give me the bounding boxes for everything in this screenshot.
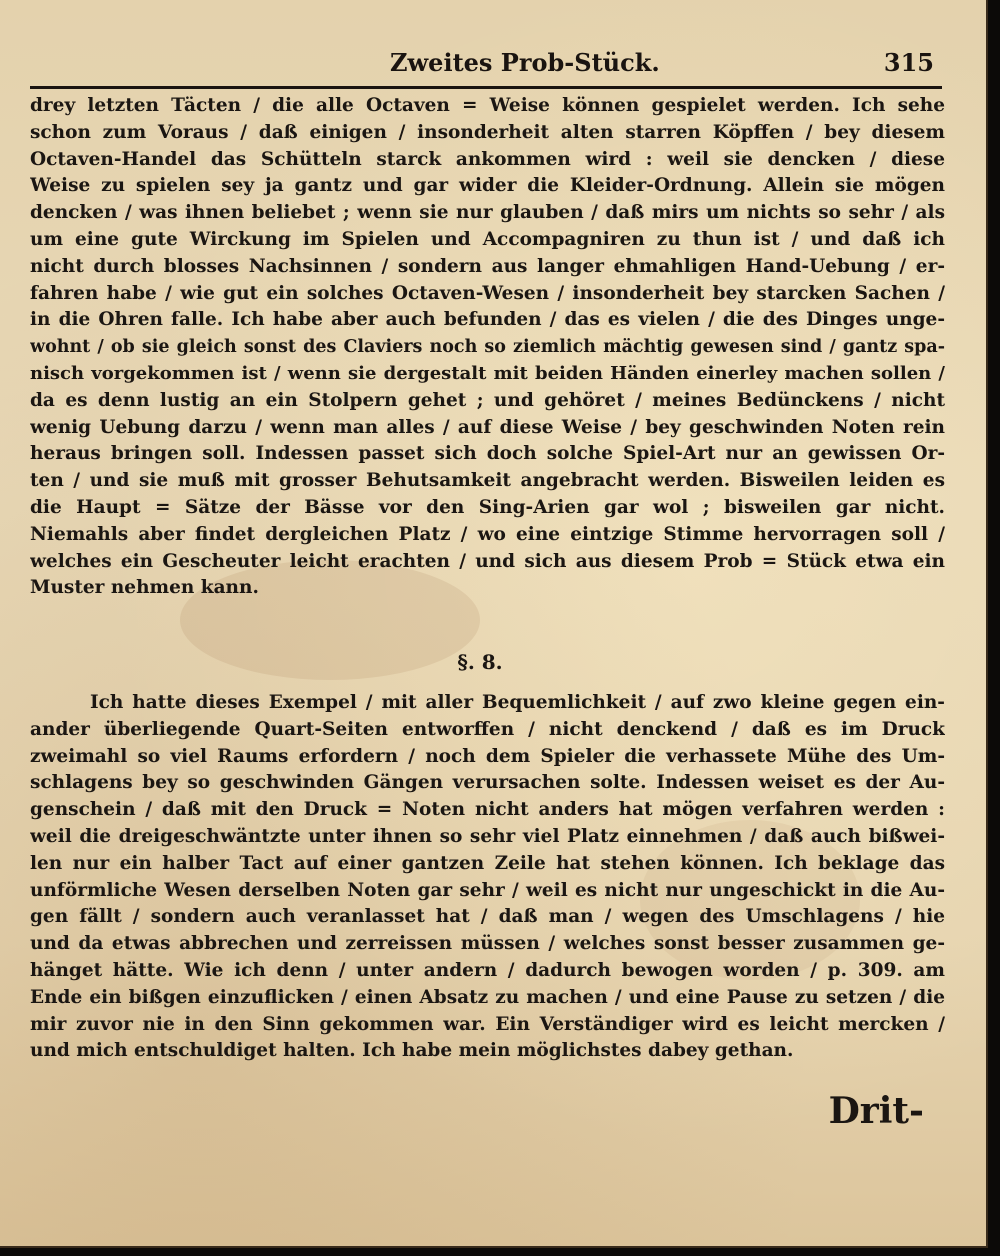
text-line: wohnt / ob sie gleich sonst des Claviers noch so ziemlich mächtig gewesen sind / gantz spa- <box>30 337 945 358</box>
text-line: gen fällt / sondern auch veranlasset hat / daß man / wegen des Umschlagens / hie <box>30 906 945 928</box>
text-line: Weise zu spielen sey ja gantz und gar wider die Kleider-Ordnung. Allein sie mögen <box>30 175 945 197</box>
section-marker: §. 8. <box>457 650 503 674</box>
text-line: Muster nehmen kann. <box>30 577 259 599</box>
text-line: genschein / daß mit den Druck = Noten nicht anders hat mögen verfahren werden : <box>30 799 945 821</box>
text-line: die Haupt = Sätze der Bässe vor den Sing-Arien gar wol ; bisweilen gar nicht. <box>30 496 945 518</box>
text-line: schon zum Voraus / daß einigen / insonderheit alten starren Köpffen / bey diesem <box>30 121 945 143</box>
text-line: hänget hätte. Wie ich denn / unter andern / dadurch bewogen worden / p. 309. am <box>30 959 945 981</box>
text-line: mir zuvor nie in den Sinn gekommen war. Ein Verständiger wird es leicht mercken / <box>30 1013 945 1035</box>
text-line: Octaven-Handel das Schütteln starck ankommen wird : weil sie dencken / diese <box>30 148 945 170</box>
text-line: schlagens bey so geschwinden Gängen verursachen solte. Indessen weiset es der Au- <box>30 772 945 794</box>
running-title: Zweites Prob-Stück. <box>390 48 660 77</box>
text-line: Ich hatte dieses Exempel / mit aller Bequemlichkeit / auf zwo kleine gegen ein- <box>90 692 945 713</box>
text-line: wenig Uebung darzu / wenn man alles / auf diese Weise / bey geschwinden Noten rein <box>30 416 945 438</box>
text-line: um eine gute Wirckung im Spielen und Accompagniren zu thun ist / und daß ich <box>30 228 945 250</box>
page-header <box>40 46 940 80</box>
text-line: und da etwas abbrechen und zerreissen müssen / welches sonst besser zusammen ge- <box>30 933 945 955</box>
text-line: dencken / was ihnen beliebet ; wenn sie nur glauben / daß mirs um nichts so sehr / als <box>30 202 945 224</box>
catchword: Drit- <box>828 1090 924 1132</box>
paragraph-section-8 <box>30 690 945 1065</box>
text-line: unförmliche Wesen derselben Noten gar sehr / weil es nicht nur ungeschickt in die Au- <box>30 879 945 901</box>
text-line: heraus bringen soll. Indessen passet sich doch solche Spiel-Art nur an gewissen Or- <box>30 443 945 465</box>
text-line: zweimahl so viel Raums erfordern / noch dem Spieler die verhassete Mühe des Um- <box>30 745 945 767</box>
header-rule <box>30 86 942 89</box>
text-line: Niemahls aber findet dergleichen Platz / wo eine eintzige Stimme hervorragen soll / <box>30 523 945 545</box>
text-line: ander überliegende Quart-Seiten entworffen / nicht denckend / daß es im Druck <box>30 718 945 740</box>
text-line: nicht durch blosses Nachsinnen / sondern aus langer ehmahligen Hand-Uebung / er- <box>30 255 945 277</box>
paragraph-continued <box>30 93 945 602</box>
text-line: drey letzten Täcten / die alle Octaven = Weise können gespielet werden. Ich sehe <box>30 95 945 116</box>
text-line: und mich entschuldiget halten. Ich habe mein möglichstes dabey gethan. <box>30 1040 794 1062</box>
page-number: 315 <box>883 48 934 77</box>
text-line: fahren habe / wie gut ein solches Octaven-Wesen / insonderheit bey starcken Sachen / <box>30 282 945 304</box>
text-line: da es denn lustig an ein Stolpern gehet ; und gehöret / meines Bedünckens / nicht <box>30 389 945 411</box>
text-line: weil die dreigeschwäntzte unter ihnen so sehr viel Platz einnehmen / daß auch bißwei- <box>30 825 945 847</box>
text-line: welches ein Gescheuter leicht erachten / und sich aus diesem Prob = Stück etwa ein <box>30 550 945 572</box>
text-line: nisch vorgekommen ist / wenn sie dergestalt mit beiden Händen einerley machen sollen / <box>30 362 945 384</box>
text-line: ten / und sie muß mit grosser Behutsamkeit angebracht werden. Bisweilen leiden es <box>30 470 945 492</box>
text-line: len nur ein halber Tact auf einer gantzen Zeile hat stehen können. Ich beklage das <box>30 852 945 874</box>
text-line: in die Ohren falle. Ich habe aber auch befunden / das es vielen / die des Dinges unge- <box>30 309 945 331</box>
text-line: Ende ein bißgen einzuflicken / einen Absatz zu machen / und eine Pause zu setzen / die <box>30 986 945 1008</box>
